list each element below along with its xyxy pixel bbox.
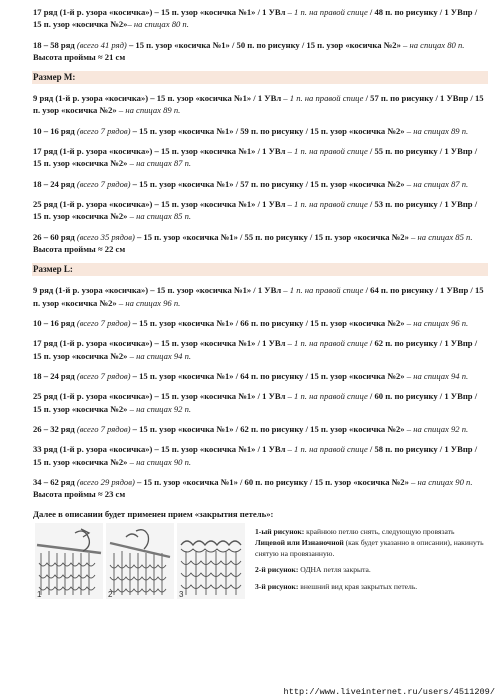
figure-captions — [249, 523, 485, 598]
row-segment: – 1 п. на правой спице — [285, 444, 368, 455]
instruction-row — [33, 231, 485, 255]
row-segment: – на спицах 96 п. — [404, 317, 469, 328]
instruction-row — [33, 92, 485, 116]
row-segment: 26 – 32 ряд — [33, 423, 75, 434]
row-segment: / 60 п. по рисунку / 1 УВпр / 15 п. узор «косичка №2» — [33, 391, 478, 414]
instruction-row — [33, 390, 485, 414]
knitting-bindoff-illustration-2 — [106, 523, 174, 599]
row-segment: 25 ряд (1-й р. узора «косичка») – 15 п. узор «косичка №1» / 1 УВл — [33, 391, 286, 402]
intro-text: Далее в описании будет применен прием «закрытия петель»: — [33, 509, 274, 520]
row-segment: – на спицах 87 п. — [404, 178, 469, 189]
row-segment: 17 ряд (1-й р. узора «косичка») – 15 п. узор «косичка №1» / 1 УВл — [33, 7, 286, 17]
figure-number: 3 — [179, 590, 184, 600]
row-segment: – на спицах 92 п. — [404, 423, 469, 434]
row-segment: (всего 7 рядов) — [74, 423, 131, 434]
row-segment: 17 ряд (1-й р. узора «косичка») – 15 п. узор «косичка №1» / 1 УВл — [33, 338, 286, 349]
row-segment: / 64 п. по рисунку / 1 УВпр / 15 п. узор «косичка №2» — [33, 285, 484, 308]
knitting-bindoff-illustration-1 — [35, 523, 103, 599]
row-segment: / 58 п. по рисунку / 1 УВпр / 15 п. узор «косичка №2» — [33, 444, 478, 467]
instruction-row — [33, 39, 485, 63]
row-segment: – на спицах 89 п. — [404, 125, 469, 136]
row-segment: 25 ряд (1-й р. узора «косичка») – 15 п. узор «косичка №1» / 1 УВл — [33, 199, 286, 210]
row-segment: – на спицах 92 п. — [127, 403, 192, 414]
source-url[interactable]: http://www.liveinternet.ru/users/4511209/ — [283, 687, 495, 697]
row-segment: Высота проймы ≈ 23 см — [33, 489, 126, 500]
row-segment: – 1 п. на правой спице — [285, 7, 368, 17]
figure-1 — [35, 523, 103, 599]
caption-1-emphasis: Лицевой или Изнаночной — [255, 538, 344, 548]
row-segment: – 1 п. на правой спице — [285, 391, 368, 402]
row-segment: / 48 п. по рисунку / 1 УВпр / 15 п. узор «косичка №2» — [33, 7, 478, 30]
rows-size-l — [33, 284, 485, 500]
row-segment: – 1 п. на правой спице — [285, 338, 368, 349]
row-segment: (всего 41 ряд) — [74, 39, 127, 50]
figure-number: 2 — [108, 590, 113, 600]
row-segment: Высота проймы ≈ 22 см — [33, 243, 126, 254]
figures — [33, 523, 249, 599]
row-segment: (всего 7 рядов) — [74, 370, 131, 381]
instruction-row — [33, 476, 485, 500]
caption-2 — [255, 565, 485, 576]
row-segment: – на спицах 94 п. — [404, 370, 469, 381]
instruction-row — [33, 178, 485, 190]
row-segment: – на спицах 85 п. — [408, 231, 473, 242]
row-segment: / 57 п. по рисунку / 1 УВпр / 15 п. узор «косичка №2» — [33, 93, 484, 116]
row-segment: – 15 п. узор «косичка №1» / 55 п. по рисунку / 15 п. узор «косичка №2» — [134, 231, 409, 242]
row-segment: (всего 7 рядов) — [74, 178, 131, 189]
row-segment: 34 – 62 ряд — [33, 476, 75, 487]
row-segment: – на спицах 90 п. — [408, 476, 473, 487]
row-segment: 10 – 16 ряд — [33, 317, 75, 328]
row-segment: – 15 п. узор «косичка №1» / 66 п. по рисунку / 15 п. узор «косичка №2» — [130, 317, 405, 328]
instruction-row — [33, 370, 485, 382]
row-segment: – 15 п. узор «косичка №1» / 50 п. по рисунку / 15 п. узор «косичка №2» — [126, 39, 401, 50]
rows-size-m — [33, 92, 485, 255]
row-segment: – на спицах 94 п. — [127, 350, 192, 361]
row-segment: – 15 п. узор «косичка №1» / 62 п. по рисунку / 15 п. узор «косичка №2» — [130, 423, 405, 434]
caption-3-label: 3-й рисунок: — [255, 581, 299, 591]
row-segment: – 1 п. на правой спице — [281, 285, 364, 296]
row-segment: 33 ряд (1-й р. узора «косичка») – 15 п. узор «косичка №1» / 1 УВл — [33, 444, 286, 455]
instruction-row — [33, 423, 485, 435]
row-segment: – 15 п. узор «косичка №1» / 57 п. по рисунку / 15 п. узор «косичка №2» — [130, 178, 405, 189]
row-segment: – 1 п. на правой спице — [285, 199, 368, 210]
instruction-row — [33, 125, 485, 137]
instruction-row — [33, 317, 485, 329]
row-segment: 18 – 24 ряд — [33, 370, 75, 381]
caption-1-label: 1-ый рисунок: — [255, 527, 305, 537]
rows-top — [33, 6, 485, 63]
knitting-bindoff-illustration-3 — [177, 523, 245, 599]
caption-1-text: крайнюю петлю снять, следующую провязать — [304, 527, 455, 537]
row-segment: (всего 7 рядов) — [74, 125, 131, 136]
figures-row — [33, 523, 485, 599]
caption-1-text-2: (как будет указанно в описании), накинуть снятую на провязанную. — [255, 538, 484, 558]
row-segment: 18 – 58 ряд — [33, 39, 75, 50]
row-segment: – 15 п. узор «косичка №1» / 60 п. по рисунку / 15 п. узор «косичка №2» — [134, 476, 409, 487]
row-segment: 9 ряд (1-й р. узора «косичка») – 15 п. узор «косичка №1» / 1 УВл — [33, 93, 282, 104]
row-segment: (всего 7 рядов) — [74, 317, 131, 328]
row-segment: / 53 п. по рисунку / 1 УВпр / 15 п. узор «косичка №2» — [33, 199, 478, 222]
figure-2 — [106, 523, 174, 599]
instruction-row — [33, 198, 485, 222]
row-segment: – на спицах 85 п. — [127, 211, 192, 222]
row-segment: 26 – 60 ряд — [33, 231, 75, 242]
row-segment: 18 – 24 ряд — [33, 178, 75, 189]
row-segment: – 15 п. узор «косичка №1» / 59 п. по рисунку / 15 п. узор «косичка №2» — [130, 125, 405, 136]
caption-3-text: внешний вид края закрытых петель. — [298, 581, 418, 591]
row-segment: (всего 29 рядов) — [74, 476, 135, 487]
caption-3 — [255, 582, 485, 593]
row-segment: (всего 35 рядов) — [74, 231, 135, 242]
size-m-header: Размер М: — [32, 71, 488, 84]
instruction-row — [33, 6, 485, 30]
caption-1 — [255, 527, 485, 559]
row-segment: – на спицах 90 п. — [127, 456, 192, 467]
instruction-row — [33, 145, 485, 169]
row-segment: / 55 п. по рисунку / 1 УВпр / 15 п. узор «косичка №2» — [33, 146, 478, 169]
figure-number: 1 — [37, 590, 42, 600]
row-segment: – 15 п. узор «косичка №1» / 64 п. по рисунку / 15 п. узор «косичка №2» — [130, 370, 405, 381]
instruction-row — [33, 337, 485, 361]
row-segment: 9 ряд (1-й р. узора «косичка») – 15 п. узор «косичка №1» / 1 УВл — [33, 285, 282, 296]
instruction-row — [33, 443, 485, 467]
row-segment: – на спицах 87 п. — [127, 158, 192, 169]
row-segment: 17 ряд (1-й р. узора «косичка») – 15 п. узор «косичка №1» / 1 УВл — [33, 146, 286, 157]
caption-2-text: ОДНА петля закрыта. — [298, 565, 371, 575]
row-segment: 10 – 16 ряд — [33, 125, 75, 136]
figure-3 — [177, 523, 245, 599]
row-segment: – на спицах 96 п. — [116, 297, 181, 308]
row-segment: Высота проймы ≈ 21 см — [33, 51, 126, 62]
row-segment: – на спицах 80 п. — [400, 39, 465, 50]
row-segment: – на спицах 89 п. — [116, 105, 181, 116]
row-segment: – 1 п. на правой спице — [281, 93, 364, 104]
caption-2-label: 2-й рисунок: — [255, 565, 299, 575]
size-l-header: Размер L: — [32, 263, 488, 276]
row-segment: – 1 п. на правой спице — [285, 146, 368, 157]
row-segment: – на спицах 80 п. — [127, 19, 189, 30]
instruction-row — [33, 284, 485, 308]
row-segment: / 62 п. по рисунку / 1 УВпр / 15 п. узор «косичка №2» — [33, 338, 478, 361]
